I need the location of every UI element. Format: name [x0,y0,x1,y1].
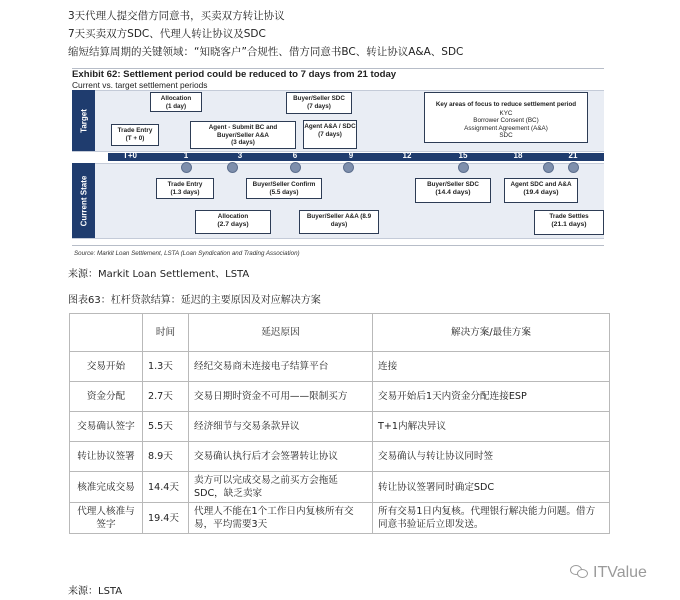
current-label: Current State [79,175,88,226]
reason-cell: 交易日期时资金不可用——限制买方 [189,382,373,412]
current-box-agent-sdc-aa: Agent SDC and A&A (19.4 days) [504,178,578,203]
exhibit-title: Exhibit 62: Settlement period could be reduced to 7 days from 21 today [72,69,397,80]
milestone-dot [181,162,192,173]
intro-line: 缩短结算周期的关键领域：“知晓客户”合规性、借方同意书BC、转让协议A&A、SDC [68,46,464,58]
time-cell: 8.9天 [143,442,189,472]
key-areas-box: Key areas of focus to reduce settlement period KYC Borrower Consent (BC) Assignment Agreement (A&A) SDC [424,92,588,143]
exhibit-subtitle: Current vs. target settlement periods [72,80,208,90]
milestone-dot [543,162,554,173]
solution-cell: 所有交易1日内复核。代理银行解决能力问题。借方同意书验证后立即发送。 [373,503,610,534]
source-note: 来源：Markit Loan Settlement、LSTA [68,269,250,280]
reason-cell: 经济细节与交易条款异议 [189,412,373,442]
current-label-box [72,163,95,238]
current-box-buyer-seller-confirm: Buyer/Seller Confirm (5.5 days) [246,178,322,199]
solution-cell: 交易确认与转让协议同时签 [373,442,610,472]
timeline-tick: 1 [183,151,189,160]
header-cell: 延迟原因 [189,314,373,352]
intro-line: 7天买卖双方SDC、代理人转让协议及SDC [68,28,266,40]
wechat-icon [570,565,590,579]
stage-cell: 转让协议签署 [70,442,143,472]
stage-cell: 交易开始 [70,352,143,382]
table-row [70,382,610,412]
current-box-buyer-seller-sdc: Buyer/Seller SDC (14.4 days) [415,178,491,203]
stage-cell: 交易确认签字 [70,412,143,442]
milestone-dot [343,162,354,173]
stage-cell: 资金分配 [70,382,143,412]
timeline-tick: 15 [458,151,468,160]
target-label: Target [79,108,88,133]
time-cell: 5.5天 [143,412,189,442]
time-cell: 19.4天 [143,503,189,534]
timeline-tick: 3 [237,151,243,160]
reason-cell: 代理人不能在1个工作日内复核所有交易，平均需要3天 [189,503,373,534]
target-box-buyer-seller-sdc: Buyer/Seller SDC (7 days) [286,92,352,114]
watermark [570,564,647,582]
table-title: 图表63：杠杆贷款结算：延迟的主要原因及对应解决方案 [68,295,321,306]
table-header-row [70,314,610,352]
current-box-trade-settles: Trade Settles (21.1 days) [534,210,604,235]
timeline-tick: 12 [402,151,412,160]
table-row [70,352,610,382]
milestone-dot [568,162,579,173]
solution-cell: 连接 [373,352,610,382]
target-box-agent-bc: Agent - Submit BC and Buyer/Seller A&A (3 days) [190,121,296,149]
header-cell [70,314,143,352]
time-cell: 2.7天 [143,382,189,412]
header-cell: 时间 [143,314,189,352]
delay-causes-table [69,313,610,534]
solution-cell: T+1内解决异议 [373,412,610,442]
bottom-rule [72,245,604,246]
current-box-buyer-seller-aa: Buyer/Seller A&A (8.9 days) [299,210,379,234]
target-box-allocation: Allocation (1 day) [150,92,202,112]
table-row [70,412,610,442]
current-box-trade-entry: Trade Entry (1.3 days) [156,178,214,199]
source-note-2: 来源：LSTA [68,586,123,597]
intro-line: 3天代理人提交借方同意书，买卖双方转让协议 [68,10,285,22]
watermark-text: ITValue [593,564,647,581]
solution-cell: 转让协议签署同时确定SDC [373,472,610,503]
stage-cell: 代理人核准与签字 [70,503,143,534]
stage-cell: 核准完成交易 [70,472,143,503]
current-box-allocation: Allocation (2.7 days) [195,210,271,234]
milestone-dot [458,162,469,173]
reason-cell: 经纪交易商未连接电子结算平台 [189,352,373,382]
table-row [70,503,610,534]
target-box-agent-aa-sdc: Agent A&A / SDC (7 days) [303,120,357,149]
table-row [70,472,610,503]
time-cell: 1.3天 [143,352,189,382]
milestone-dot [290,162,301,173]
exhibit-source: Source: Markit Loan Settlement, LSTA (Loan Syndication and Trading Association) [74,250,300,257]
timeline-tick: 6 [292,151,298,160]
timeline-tick: 18 [513,151,523,160]
target-label-box [72,90,95,151]
reason-cell: 交易确认执行后才会签署转让协议 [189,442,373,472]
milestone-dot [227,162,238,173]
target-box-trade-entry: Trade Entry (T + 0) [111,124,159,146]
timeline-tick: 9 [348,151,354,160]
solution-cell: 交易开始后1天内资金分配连接ESP [373,382,610,412]
header-cell: 解决方案/最佳方案 [373,314,610,352]
timeline-tick: T+0 [122,151,137,160]
timeline-tick: 21 [568,151,578,160]
time-cell: 14.4天 [143,472,189,503]
reason-cell: 卖方可以完成交易之前买方会拖延SDC，缺乏卖家 [189,472,373,503]
table-row [70,442,610,472]
exhibit-62-figure [68,68,607,258]
